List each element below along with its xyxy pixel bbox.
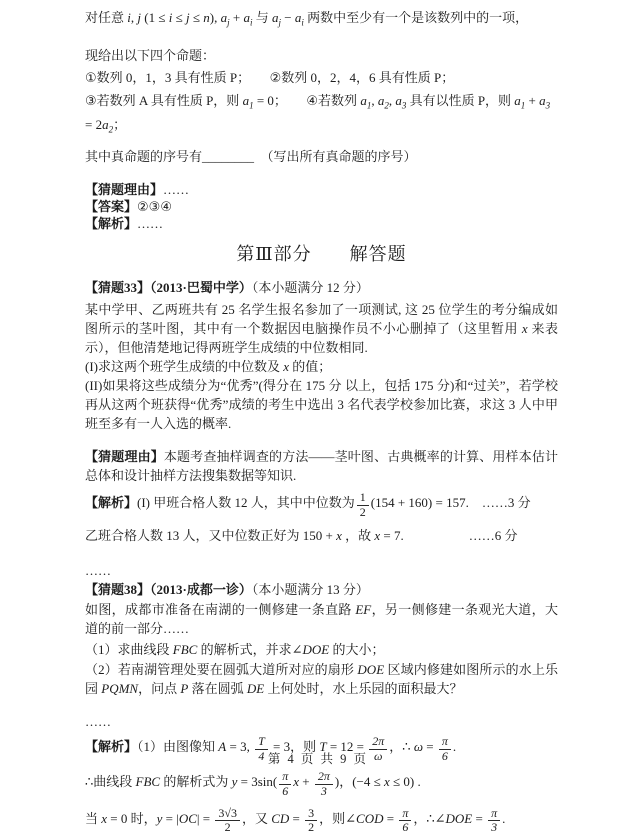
bold-label: 【解析】	[85, 739, 138, 755]
math-text: x	[293, 773, 300, 789]
text: ③若数列 A 具有性质 P，则	[85, 92, 243, 108]
math-text: j	[137, 10, 142, 25]
text: ，∴∠	[413, 810, 446, 826]
text: +	[229, 10, 244, 25]
text: ，故	[341, 528, 375, 544]
fraction: $\frac{\pi}{6}$	[279, 770, 291, 799]
math-subscript: 2	[384, 100, 389, 111]
fraction: $\frac{T}{4}$	[255, 735, 268, 764]
math-subscript: 2	[108, 124, 114, 135]
text: ，另一侧修建一条观光大道，大道的前一部分……	[85, 602, 558, 637]
text: ，∴	[389, 739, 414, 755]
text: ，问点	[138, 681, 181, 697]
text: 的值；	[289, 358, 332, 374]
text: ≤ 0) .	[389, 773, 421, 789]
text: 两数中至少有一个是该数列中的一项，	[303, 10, 529, 25]
math-text: T	[319, 739, 327, 755]
text: =	[383, 810, 398, 826]
math-text: DOE	[445, 810, 473, 826]
bold-label: 【猜题理由】	[85, 448, 164, 464]
text: ,	[130, 10, 138, 25]
answer-label: 【答案】	[85, 198, 138, 214]
text: 本题考查抽样调查的方法——茎叶图、古典概率的计算、用样本估计总体和设计抽样方法搜集数据等知识.	[85, 448, 558, 483]
section-title: 第Ⅲ部分 解答题	[236, 243, 407, 264]
math-text: FBC	[135, 773, 161, 789]
text: )，(−4 ≤	[334, 773, 385, 789]
seq-propositions-3-4	[85, 91, 558, 140]
answer-value: ②③④	[137, 198, 172, 214]
text: +	[525, 92, 540, 108]
guess-reason-label: 【猜题理由】	[85, 181, 164, 197]
fraction: $\frac{\pi}{3}$	[488, 807, 500, 835]
math-text: x	[283, 358, 290, 374]
analysis-line	[85, 215, 558, 232]
fraction: $\frac{3√3}{2}$	[215, 807, 240, 835]
math-text: i	[127, 10, 131, 25]
text: | =	[196, 810, 214, 826]
math-text: COD	[356, 810, 384, 826]
fraction: $\frac{2\pi}{\omega}$	[369, 735, 387, 764]
text: 当	[85, 810, 102, 826]
text: 某中学甲、乙两班共有 25 名学生报名参加了一项测试, 这 25 位学生的考分编成如图所示的茎叶图，其中有一个数据因电脑操作员不小心删掉了（这里暂用	[85, 301, 558, 336]
math-text: y	[156, 810, 163, 826]
text: ，又	[241, 810, 272, 826]
math-text: EF	[355, 602, 372, 618]
guess-reason-line	[85, 181, 558, 198]
text: = 7. ……6 分	[380, 528, 518, 544]
seq-answer-blank-line: 其中真命题的序号有________ （写出所有真命题的序号）	[85, 148, 417, 164]
math-text: x	[336, 528, 342, 544]
text: （1）求曲线段	[85, 642, 173, 658]
seq-propositions-1-2: ①数列 0，1，3 具有性质 P； ②数列 0，2，4，6 具有性质 P；	[85, 69, 455, 85]
text: （2）若南湖管理处要在圆弧大道所对应的扇形	[85, 662, 358, 678]
text: ，则∠	[319, 810, 357, 826]
math-text: CD	[271, 810, 290, 826]
q33-item1	[85, 357, 558, 376]
math-text: a	[377, 92, 385, 108]
text: 落在圆弧	[188, 681, 247, 697]
math-text: x	[521, 320, 528, 336]
q38-solution-line2	[85, 770, 558, 799]
math-subscript: i	[249, 17, 253, 28]
math-text: ω	[413, 739, 423, 755]
math-text: FBC	[172, 642, 198, 658]
math-text: a	[514, 92, 521, 108]
math-subscript: 3	[401, 100, 407, 111]
text: =	[472, 810, 487, 826]
fraction: $\frac{\pi}{6}$	[439, 735, 451, 764]
text: = |	[162, 810, 179, 826]
math-text: a	[102, 117, 109, 133]
bold-label: 【猜题38】（2013·成都一诊）	[85, 582, 252, 598]
text: （本小题满分 13 分）	[251, 582, 369, 598]
answer-line	[85, 198, 558, 215]
math-subscript: 1	[249, 100, 254, 111]
math-text: x	[101, 810, 108, 826]
math-text: j	[186, 10, 190, 25]
math-text: n	[203, 10, 210, 25]
text: =	[423, 739, 437, 755]
q38-header	[85, 580, 558, 599]
text: (I)求这两个班学生成绩的中位数及	[85, 358, 284, 374]
math-text: a	[360, 92, 367, 108]
q33-item2	[85, 376, 558, 433]
text: ≤	[189, 10, 204, 25]
math-subscript: 3	[545, 100, 551, 111]
text: ；	[113, 117, 127, 133]
seq-question-intro-line: 现给出以下四个命题：	[85, 47, 216, 63]
q33-solution-line2	[85, 526, 558, 545]
text: = 3,	[226, 739, 254, 755]
math-text: A	[218, 739, 227, 755]
math-subscript: 1	[520, 100, 526, 111]
fraction: $\frac{\pi}{6}$	[399, 807, 411, 835]
bold-label: 【解析】	[85, 494, 138, 510]
text: ≤	[172, 10, 186, 25]
math-text: DOE	[302, 642, 330, 658]
math-text: a	[242, 92, 250, 108]
q38-item2	[85, 660, 558, 698]
text: ,	[388, 92, 396, 108]
text: 的大小；	[329, 642, 385, 658]
ellipsis-line: ……	[85, 714, 111, 730]
analysis-label: 【解析】	[85, 215, 138, 231]
fraction: $\frac{3}{2}$	[305, 807, 317, 835]
math-text: DE	[246, 681, 265, 697]
q33-body	[85, 300, 558, 357]
text: = 2	[85, 117, 103, 133]
fraction: $\frac{2\pi}{3}$	[315, 770, 333, 799]
text: = 0 时，	[107, 810, 157, 826]
text: ),	[209, 10, 221, 25]
text: ∴曲线段	[85, 773, 136, 789]
math-text: P	[180, 681, 189, 697]
math-text: a	[294, 10, 302, 25]
bold-label: 【猜题33】（2013·巴蜀中学）	[85, 279, 252, 295]
text: = 12 =	[326, 739, 368, 755]
text: 上何处时，水上乐园的面积最大？	[264, 681, 463, 697]
text: +	[299, 773, 313, 789]
math-subscript: j	[278, 17, 282, 28]
text: ,	[371, 92, 378, 108]
page-footer: 第 4 页 共 9 页	[267, 752, 369, 766]
math-text: a	[272, 10, 279, 25]
text: 乙班合格人数 13 人，又中位数正好为 150 +	[85, 528, 337, 544]
math-text: a	[395, 92, 402, 108]
math-text: DOE	[357, 662, 385, 678]
q33-guess-reason	[85, 447, 558, 485]
page-content	[85, 8, 558, 835]
text: 来表示），但他清楚地记得两班学生成绩的中位数相同.	[85, 320, 558, 355]
text: （本小题满分 12 分）	[251, 279, 369, 295]
seq-question-condition-line	[85, 8, 558, 33]
text: .	[452, 739, 457, 755]
text: (I) 甲班合格人数 12 人，其中中位数为	[137, 494, 355, 510]
math-text: a	[539, 92, 546, 108]
math-text: a	[243, 10, 250, 25]
text: = 3，则	[269, 739, 320, 755]
text: 的解析式，并求∠	[197, 642, 303, 658]
text: （1）由图像知	[137, 739, 219, 755]
text: 具有以性质 P，则	[406, 92, 515, 108]
q33-header	[85, 278, 558, 297]
math-text: PQMN	[101, 681, 139, 697]
q38-body	[85, 600, 558, 638]
text: (1 ≤	[141, 10, 169, 25]
math-text: x	[384, 773, 390, 789]
text: 如图，成都市准备在南湖的一侧修建一条直路	[85, 602, 356, 618]
math-subscript: j	[227, 17, 230, 28]
text: 与	[252, 10, 272, 25]
text: =	[289, 810, 304, 826]
math-text: i	[168, 10, 173, 25]
q38-solution-line3	[85, 807, 558, 835]
q33-solution-line1	[85, 491, 558, 520]
text: 区域内修建如图所示的水上乐园	[85, 662, 558, 697]
math-text: OC	[178, 810, 197, 826]
text: .	[502, 810, 506, 826]
math-text: y	[231, 773, 238, 789]
math-subscript: 1	[366, 100, 372, 111]
text: = 3sin(	[237, 773, 278, 789]
math-text: x	[374, 528, 381, 544]
guess-reason-dots: ……	[163, 181, 190, 197]
analysis-dots: ……	[137, 215, 164, 231]
text: 对任意	[85, 10, 128, 25]
math-text: a	[220, 10, 228, 25]
q38-item1	[85, 640, 558, 659]
fraction: $\frac{1}{2}$	[357, 491, 369, 520]
ellipsis-line: ……	[85, 563, 111, 579]
text: (II)如果将这些成绩分为“优秀”(得分在 175 分 以上，包括 175 分)和“过关”，若学校再从这两个班获得“优秀”成绩的考生中选出 3 名代表学校参加比赛，求这 3 人中甲班至多有一人入选的概率.	[85, 377, 558, 431]
math-subscript: i	[301, 17, 304, 28]
text: 的解析式为	[160, 773, 232, 789]
text: = 0； ④若数列	[253, 92, 361, 108]
text: (154 + 160) = 157. ……3 分	[370, 494, 531, 510]
text: −	[281, 10, 295, 25]
